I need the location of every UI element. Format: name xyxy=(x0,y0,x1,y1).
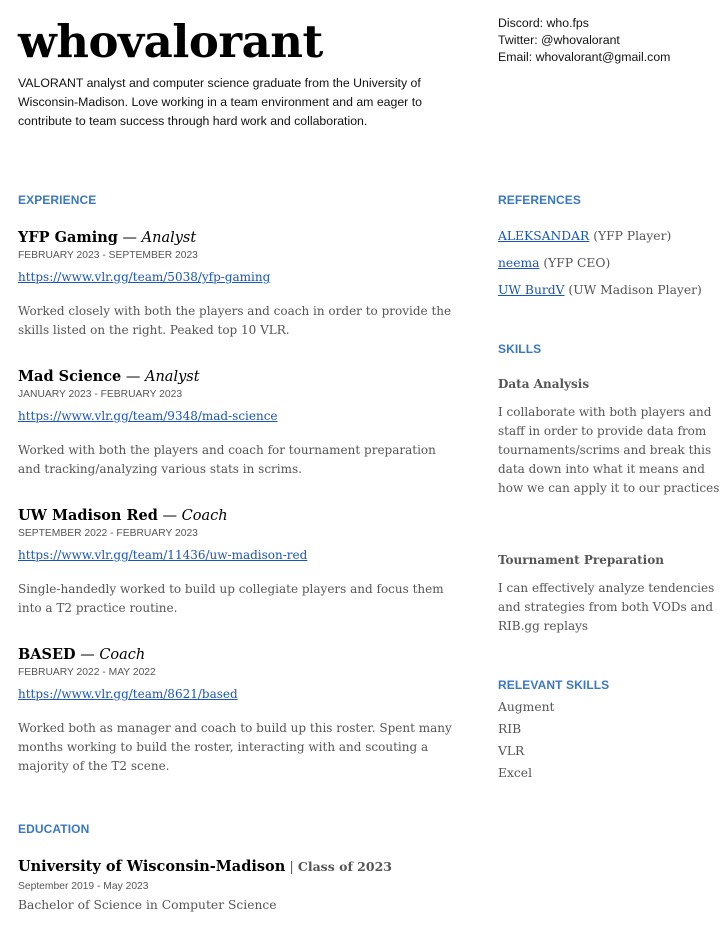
job-title xyxy=(18,506,458,526)
title-separator: — xyxy=(121,369,145,385)
job-link[interactable]: https://www.vlr.gg/team/9348/mad-science xyxy=(18,409,278,423)
school-name: University of Wisconsin-Madison xyxy=(18,858,286,875)
skills-heading: SKILLS xyxy=(498,342,542,356)
job-role: Coach xyxy=(181,508,228,524)
job-description: Single-handedly worked to build up collegiate players and focus them into a T2 practice routine. xyxy=(18,582,444,615)
job-entry xyxy=(18,228,458,340)
job-description: Worked with both the players and coach for tournament preparation and tracking/analyzing various stats in scrims. xyxy=(18,443,436,476)
education-heading: EDUCATION xyxy=(18,822,90,836)
reference-detail: (YFP CEO) xyxy=(539,256,611,270)
job-description: Worked both as manager and coach to build up this roster. Spent many months working to build the roster, interacting with and scouting a majority of the T2 scene. xyxy=(18,721,452,773)
title-separator: | xyxy=(285,860,298,875)
job-company: BASED xyxy=(18,646,76,663)
relevant-skill-item: Excel xyxy=(498,766,533,780)
contact-discord: Discord: who.fps xyxy=(498,16,589,30)
job-dates: JANUARY 2023 - FEBRUARY 2023 xyxy=(18,389,183,400)
job-dates: SEPTEMBER 2022 - FEBRUARY 2023 xyxy=(18,528,198,539)
job-link[interactable]: https://www.vlr.gg/team/5038/yfp-gaming xyxy=(18,270,271,284)
job-dates: FEBRUARY 2022 - MAY 2022 xyxy=(18,667,156,678)
job-company: UW Madison Red xyxy=(18,507,158,524)
job-link[interactable]: https://www.vlr.gg/team/8621/based xyxy=(18,687,238,701)
contact-email: Email: whovalorant@gmail.com xyxy=(498,50,671,64)
skill-description: I collaborate with both players and staff in order to provide data from tournaments/scrims and break this data down into what it means and how we can apply it to our practices xyxy=(498,405,720,495)
relevant-skills-list xyxy=(498,696,554,784)
title-separator: — xyxy=(117,230,142,246)
reference-detail: (YFP Player) xyxy=(589,229,672,243)
experience-heading: EXPERIENCE xyxy=(18,193,97,207)
relevant-skill-item: Augment xyxy=(498,700,555,714)
skill-title: Tournament Preparation xyxy=(498,553,664,567)
references-list xyxy=(498,228,718,309)
relevant-skills-heading: RELEVANT SKILLS xyxy=(498,678,610,692)
job-entry xyxy=(18,645,458,776)
job-role: Coach xyxy=(99,647,146,663)
relevant-skill-item: RIB xyxy=(498,722,522,736)
reference-link[interactable]: UW BurdV xyxy=(498,283,565,297)
job-link[interactable]: https://www.vlr.gg/team/11436/uw-madison-red xyxy=(18,548,308,562)
summary-text: VALORANT analyst and computer science graduate from the University of Wisconsin-Madison. Love working in a team environment and am eager to contribute to team success through hard work and collaboration. xyxy=(18,76,422,128)
reference-item xyxy=(498,255,718,271)
job-description: Worked closely with both the players and coach in order to provide the skills listed on the right. Peaked top 10 VLR. xyxy=(18,304,452,337)
contact-block xyxy=(498,15,670,66)
reference-detail: (UW Madison Player) xyxy=(564,283,702,297)
class-year: Class of 2023 xyxy=(297,859,392,874)
job-entry xyxy=(18,506,458,618)
title-separator: — xyxy=(75,647,100,663)
job-entry xyxy=(18,367,458,479)
job-company: YFP Gaming xyxy=(18,229,118,246)
education-title xyxy=(18,856,458,879)
education-entry xyxy=(18,856,458,912)
title-separator: — xyxy=(157,508,182,524)
references-heading: REFERENCES xyxy=(498,193,582,207)
relevant-skill-item: VLR xyxy=(498,744,525,758)
contact-twitter: Twitter: @whovalorant xyxy=(498,33,620,47)
reference-item xyxy=(498,228,718,244)
job-role: Analyst xyxy=(141,230,197,246)
job-dates: FEBRUARY 2023 - SEPTEMBER 2023 xyxy=(18,250,198,261)
job-title xyxy=(18,645,458,665)
skill-title: Data Analysis xyxy=(498,377,590,391)
job-role: Analyst xyxy=(144,369,200,385)
job-company: Mad Science xyxy=(18,368,122,385)
education-degree: Bachelor of Science in Computer Science xyxy=(18,898,277,912)
job-title xyxy=(18,367,458,387)
page-title: whovalorant xyxy=(18,15,323,68)
education-dates: September 2019 - May 2023 xyxy=(18,881,149,892)
reference-item xyxy=(498,282,718,298)
reference-link[interactable]: neema xyxy=(498,256,540,270)
skill-description: I can effectively analyze tendencies and strategies from both VODs and RIB.gg replays xyxy=(498,581,715,633)
reference-link[interactable]: ALEKSANDAR xyxy=(498,229,590,243)
job-title xyxy=(18,228,458,248)
